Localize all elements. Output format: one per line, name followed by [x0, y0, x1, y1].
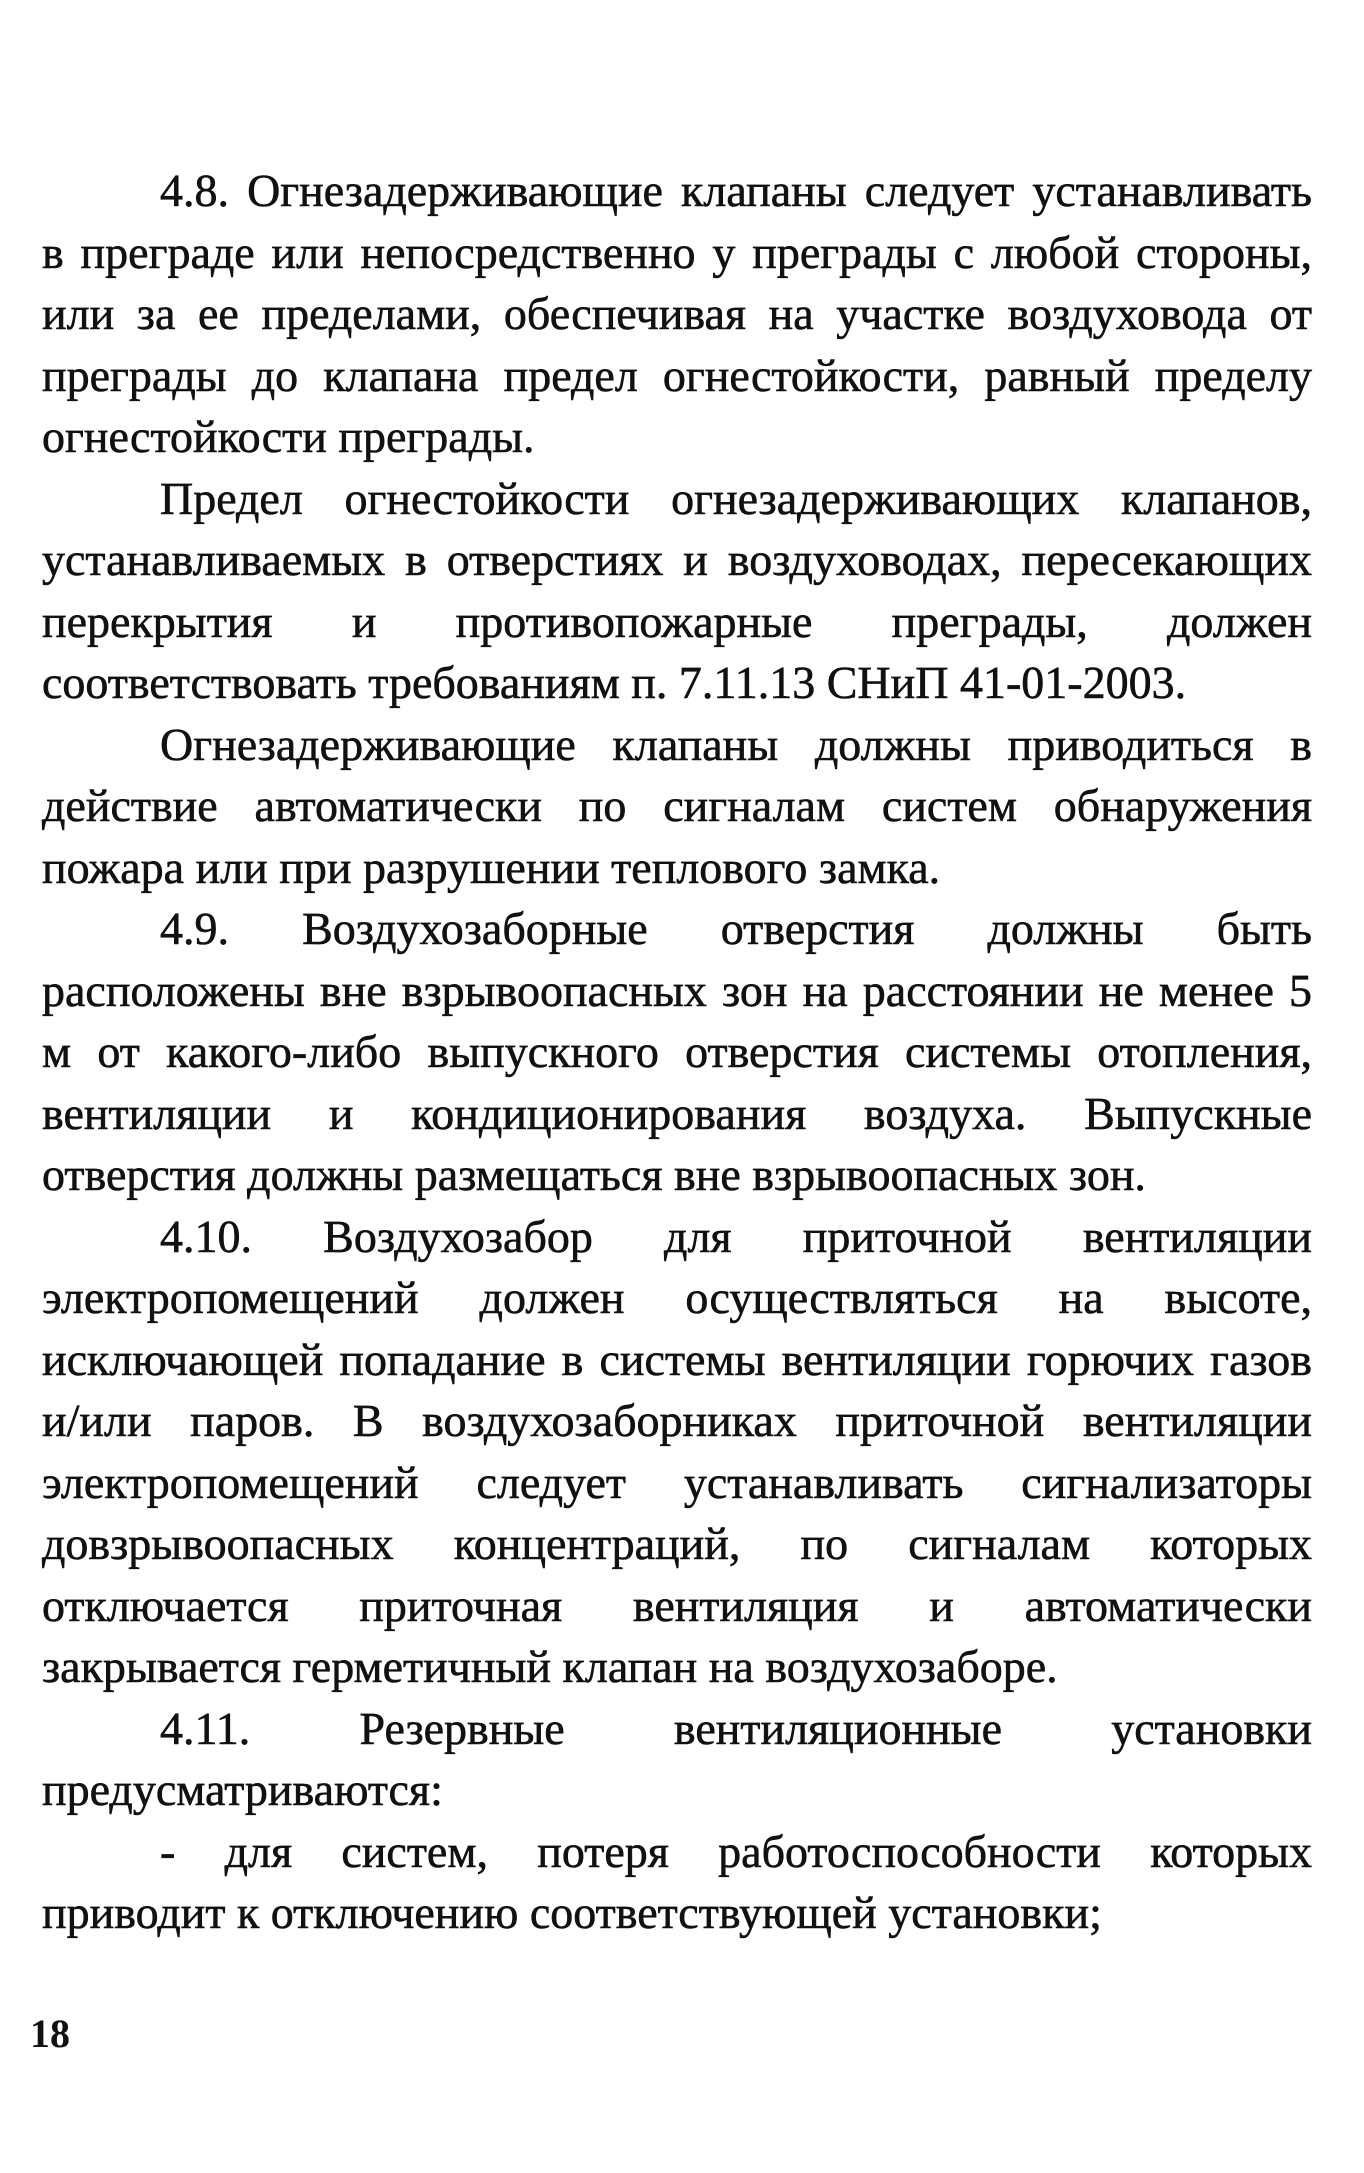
paragraph-fire-resistance-limit: Предел огнестойкости огнезадерживающих клапанов, устанавливаемых в отверстиях и воздуховодах, пересекающих перекрытия и противопожарные преграды, должен соответствовать требованиям п. 7.11.13 СНиП 41-01-2003.: [42, 472, 1312, 708]
list-item-reserve-systems: - для систем, потеря работоспособности которых приводит к отключению соответствующей установки;: [42, 1825, 1312, 1938]
paragraph-4-8: 4.8. Огнезадерживающие клапаны следует устанавливать в преграде или непосредственно у преграды с любой стороны, или за ее пределами, обеспечивая на участке воздуховода от преграды до клапана предел огнестойкости, равный пределу огнестойкости преграды.: [42, 165, 1312, 462]
page-number: 18: [30, 2011, 70, 2056]
paragraph-4-11: 4.11. Резервные вентиляционные установки предусматриваются:: [42, 1702, 1312, 1815]
paragraph-valve-activation: Огнезадерживающие клапаны должны приводиться в действие автоматически по сигналам систем обнаружения пожара или при разрушении теплового замка.: [42, 718, 1312, 893]
body-text: [42, 160, 1312, 1944]
paragraph-4-9: 4.9. Воздухозаборные отверстия должны быть расположены вне взрывоопасных зон на расстоянии не менее 5 м от какого-либо выпускного отверстия системы отопления, вентиляции и кондиционирования воздуха. Выпускные отверстия должны размещаться вне взрывоопасных зон.: [42, 903, 1312, 1200]
paragraph-4-10: 4.10. Воздухозабор для приточной вентиляции электропомещений должен осуществляться на высоте, исключающей попадание в системы вентиляции горючих газов и/или паров. В воздухозаборниках приточной вентиляции электропомещений следует устанавливать сигнализаторы довзрывоопасных концентраций, по сигналам которых отключается приточная вентиляция и автоматически закрывается герметичный клапан на воздухозаборе.: [42, 1210, 1312, 1692]
